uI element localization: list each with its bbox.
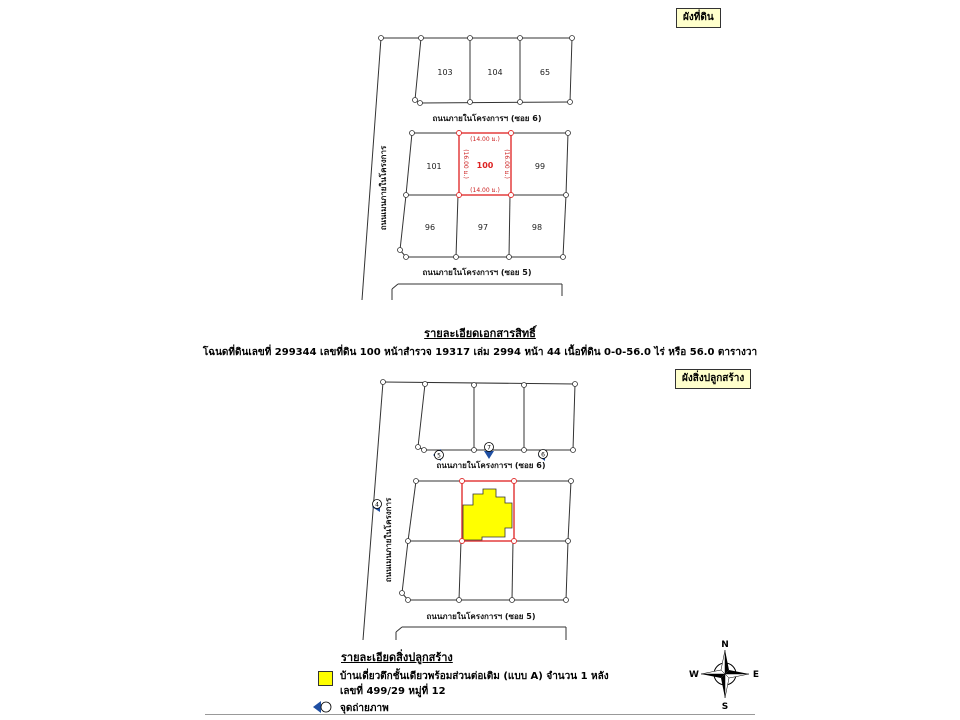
svg-text:4: 4 (375, 501, 379, 509)
compass-e: E (752, 670, 760, 680)
road-soi5-label: ถนนภายในโครงการฯ (ซอย 5) (422, 268, 532, 277)
lot-100: 100 (476, 161, 494, 170)
bottom-rule (205, 714, 755, 715)
compass-n: N (721, 640, 729, 650)
road-soi5-label-2: ถนนภายในโครงการฯ (ซอย 5) (426, 612, 536, 621)
land-map-badge: ผังที่ดิน (676, 8, 721, 28)
deed-details: โฉนดที่ดินเลขที่ 299344 เลขที่ดิน 100 หน้าสำรวจ 19317 เล่ม 2994 หน้า 44 เนื้อที่ดิน 0-0-56.0 ไร่ หรือ 56.0 ตารางวา (202, 347, 758, 358)
legend-building-line1: บ้านเดี่ยวตึกชั้นเดียวพร้อมส่วนต่อเติม (แบบ A) จำนวน 1 หลัง (340, 671, 609, 682)
main-road-label: ถนนเมนภายในโครงการ (379, 145, 388, 231)
photo-point-7 (484, 443, 494, 460)
dimension-bottom: (14.00 ม.) (470, 187, 500, 194)
lot-101: 101 (426, 162, 442, 171)
building-map-badge: ผังสิ่งปลูกสร้าง (675, 369, 751, 389)
compass-w: W (689, 670, 699, 680)
svg-text:5: 5 (437, 452, 441, 460)
lot-104: 104 (487, 68, 503, 77)
road-soi6-label: ถนนภายในโครงการฯ (ซอย 6) (432, 114, 542, 123)
main-road-label-2: ถนนเมนภายในโครงการ (384, 497, 393, 583)
legend-building-line2: เลขที่ 499/29 หมู่ที่ 12 (340, 686, 446, 697)
lot-99: 99 (534, 162, 546, 171)
photo-point-5 (433, 449, 444, 461)
road-soi6-label-2: ถนนภายในโครงการฯ (ซอย 6) (436, 461, 546, 470)
dimension-left: (16.00 ม.) (462, 149, 469, 179)
dimension-top: (14.00 ม.) (470, 136, 500, 143)
lot-103: 103 (437, 68, 453, 77)
svg-text:6: 6 (541, 451, 545, 459)
lot-96: 96 (424, 223, 436, 232)
lot-97: 97 (477, 223, 489, 232)
building-map (0, 360, 960, 640)
building-footprint (463, 489, 512, 540)
deed-title: รายละเอียดเอกสารสิทธิ์ (424, 327, 536, 340)
legend-building-swatch (318, 671, 333, 686)
land-map (0, 0, 960, 300)
photo-point-6 (538, 449, 548, 461)
lot-98: 98 (531, 223, 543, 232)
compass-s: S (721, 702, 729, 712)
dimension-right: (16.00 ม.) (503, 149, 510, 179)
legend-photo-point-label: จุดถ่ายภาพ (340, 703, 389, 714)
legend-photo-point-icon (311, 700, 335, 714)
svg-text:7: 7 (487, 444, 491, 452)
lot-65: 65 (539, 68, 551, 77)
compass-rose (680, 636, 770, 716)
legend-title: รายละเอียดสิ่งปลูกสร้าง (341, 651, 453, 664)
